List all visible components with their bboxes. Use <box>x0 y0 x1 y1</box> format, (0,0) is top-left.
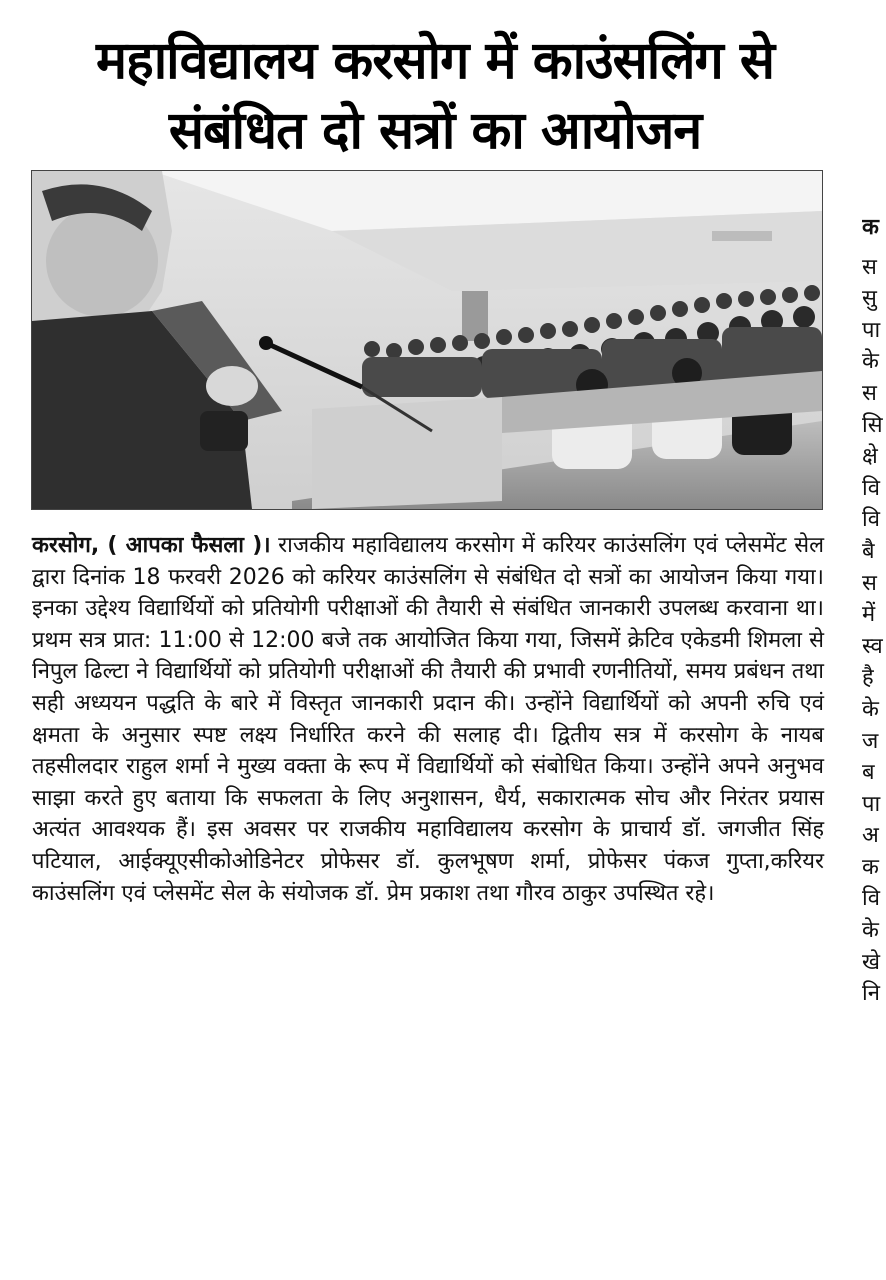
adjacent-column-line: के <box>862 349 879 375</box>
adjacent-column-line: वि <box>862 507 880 533</box>
seminar-photo-illustration <box>32 171 822 509</box>
adjacent-column-line: के <box>862 918 879 944</box>
article-text: राजकीय महाविद्यालय करसोग में करियर काउंसलिंग एवं प्लेसमेंट सेल द्वारा दिनांक 18 फरवरी 2026 को करियर काउंसलिंग से संबंधित दो सत्रों का आयोजन किया गया। इनका उद्देश्य विद्यार्थियों को प्रतियोगी परीक्षाओं की तैयारी से संबंधित जानकारी उपलब्ध करवाना था। प्रथम सत्र प्रात: 11:00 से 12:00 बजे तक आयोजित किया गया, जिसमें क्रेटिव एकेडमी शिमला से निपुल ढिल्टा ने विद्यार्थियों को प्रतियोगी परीक्षाओं की तैयारी की प्रभावी रणनीतियों, समय प्रबंधन तथा सही अध्ययन पद्धति के बारे में विस्तृत जानकारी प्रदान की। उन्होंने विद्यार्थियों को अपनी रुचि एवं क्षमता के अनुसार स्पष्ट लक्ष्य निर्धारित करने की सलाह दी। द्वितीय सत्र में करसोग के नायब तहसीलदार राहुल शर्मा ने मुख्य वक्ता के रूप में विद्यार्थियों को संबोधित किया। उन्होंने अपने अनुभव साझा करते हुए बताया कि सफलता के लिए अनुशासन, धैर्य, सकारात्मक सोच और निरंतर प्रयास अत्यंत आवश्यक हैं। इस अवसर पर राजकीय महाविद्यालय करसोग के प्राचार्य डॉ. जगजीत सिंह पटियाल, आईक्यूएसीकोओडिनेटर प्रोफेसर डॉ. कुलभूषण शर्मा, प्रोफेसर पंकज गुप्ता,करियर काउंसलिंग एवं प्लेसमेंट सेल के संयोजक डॉ. प्रेम प्रकाश तथा गौरव ठाकुर उपस्थित रहे। <box>32 533 824 906</box>
adjacent-column-line: पा <box>862 317 881 343</box>
adjacent-column-line: क <box>862 215 879 240</box>
adjacent-column-line: अ <box>862 823 879 849</box>
headline-line-1: महाविद्यालय करसोग में काउंसलिंग से <box>95 31 774 91</box>
adjacent-column-line: सि <box>862 412 883 438</box>
adjacent-column-fragment <box>862 212 886 1010</box>
adjacent-column-line: वि <box>862 475 880 501</box>
adjacent-column-line: के <box>862 696 879 722</box>
adjacent-column-line: स <box>862 380 877 406</box>
seminar-photo <box>31 170 823 510</box>
adjacent-column-line: में <box>862 602 876 628</box>
adjacent-column-line: खे <box>862 949 880 975</box>
adjacent-column-line: नि <box>862 981 880 1007</box>
adjacent-column-line: पा <box>862 791 881 817</box>
adjacent-column-line: है <box>862 665 874 691</box>
adjacent-column-line: क <box>862 854 879 880</box>
adjacent-column-line: स <box>862 570 877 596</box>
adjacent-column-line: स्व <box>862 633 883 659</box>
adjacent-column-line: वि <box>862 886 880 912</box>
article-body <box>32 530 824 909</box>
adjacent-column-line: ज <box>862 728 879 754</box>
adjacent-column-line: बै <box>862 538 875 564</box>
adjacent-column-line: सु <box>862 286 877 312</box>
adjacent-column-line: स <box>862 254 877 280</box>
article-dateline: करसोग, ( आपका फैसला )। <box>32 533 271 558</box>
adjacent-column-line: क्षे <box>862 444 878 470</box>
headline-line-2: संबंधित दो सत्रों का आयोजन <box>168 101 702 161</box>
adjacent-column-line: ब <box>862 760 875 786</box>
